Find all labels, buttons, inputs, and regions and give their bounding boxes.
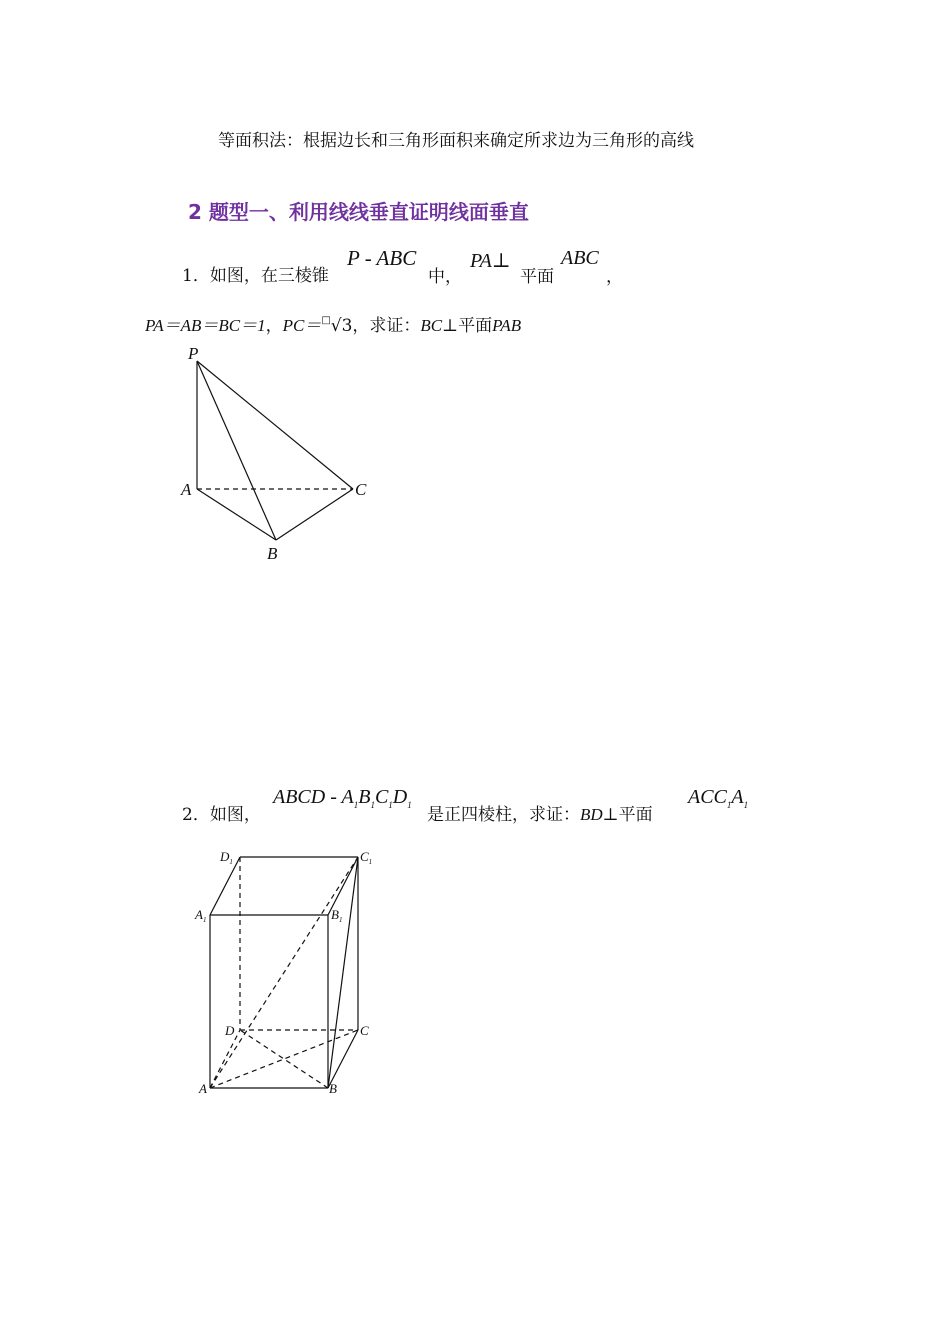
problem-1-plane-abc: ABC [561,247,599,269]
target-line: BC [420,316,443,335]
solid-d: D [392,786,408,808]
label-D: D [225,1023,235,1038]
perp-symbol-2: ⊥ [442,316,459,336]
label-C1: $C_1$ [360,849,373,866]
problem-1-plane-word: 平面 [520,267,554,287]
label-B1: $B_1$ [331,907,343,924]
solid-abcd-a: ABCD - A [273,786,354,808]
sub-5: 1 [726,800,732,810]
sub-2: 1 [370,800,375,810]
prove-text: ，求证： [352,316,421,336]
sub-3: 1 [388,800,393,810]
root-index-box: □ [321,315,331,326]
plane-word-2: 平面 [458,316,493,336]
label-A: A [181,480,192,499]
problem-1-solid: P - ABC [347,246,417,270]
problem-1-text: 如图，在三棱锥 [209,266,329,286]
label-A: A [199,1081,207,1096]
pc-symbol: PC＝ [282,316,322,335]
problem-1-comma: ， [606,267,623,287]
plane-word-3: 平面 [618,805,653,825]
problem-1-number: 1． [182,266,210,286]
section-heading: 2 题型一、利用线线垂直证明线面垂直 [188,200,529,224]
diag-BD-hidden [240,1030,328,1088]
comma-2: ， [265,316,283,336]
solid-b: B [358,786,371,808]
problem-2-number: 2． [182,805,210,825]
label-C: C [355,480,367,499]
edge-A1D1 [210,857,240,915]
edge-AD-hidden [210,1030,240,1088]
label-C: C [360,1023,369,1038]
equalities: PA＝AB＝BC＝1 [145,316,266,335]
diag-BC1 [328,857,358,1088]
label-P: P [188,344,199,363]
diag-AC-hidden [210,1030,358,1088]
sqrt-3: √3 [330,316,353,336]
sub-4: 1 [407,800,412,810]
intro-text: 等面积法：根据边长和三角形面积来确定所求边为三角形的高线 [218,131,694,151]
pa-symbol: PA [470,250,492,272]
problem-1-text-b: 中， [428,267,462,287]
target-plane: PAB [492,316,522,335]
problem-2-text: 如图， [209,805,261,825]
perp-symbol: ⊥ [491,248,511,272]
target-plane-a: A [731,786,744,808]
sub-1: 1 [353,800,359,810]
prove-text-2: 是正四棱柱，求证： [427,805,580,825]
label-B: B [329,1081,337,1096]
perp-symbol-3: ⊥ [602,805,619,825]
target-line-2: BD [580,805,603,824]
label-B: B [267,544,278,563]
sub-6: 1 [743,800,749,810]
label-A1: $A_1$ [195,907,207,924]
solid-c: C [374,786,389,808]
diag-AC1-hidden [210,857,358,1088]
label-D1: $D_1$ [220,849,233,866]
target-plane-acc: ACC [688,786,727,808]
edge-BC [328,1030,358,1088]
